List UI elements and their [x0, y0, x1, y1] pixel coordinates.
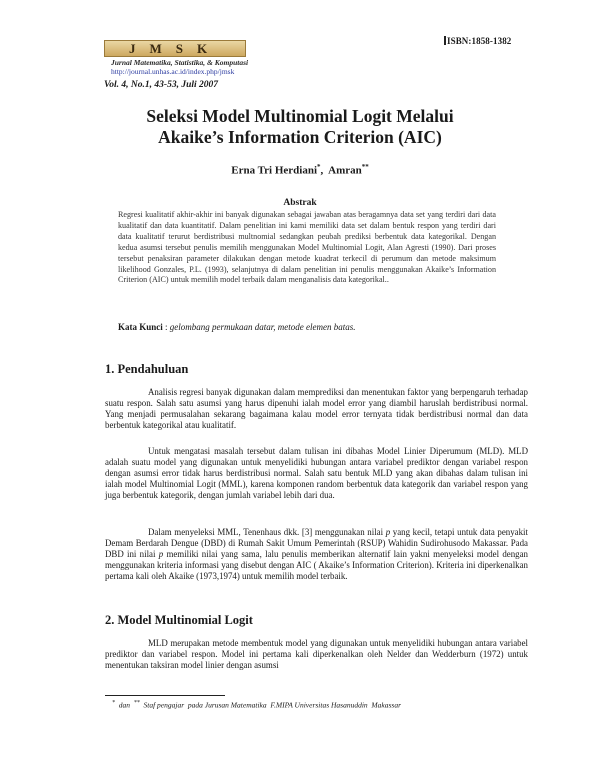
volume-info: Vol. 4, No.1, 43-53, Juli 2007: [104, 80, 219, 90]
p3-variable-p-2: p: [158, 549, 164, 560]
journal-url-link[interactable]: http://journal.unhas.ac.id/index.php/jmsk: [111, 67, 235, 76]
author-2: Amran: [328, 164, 362, 177]
paper-title: [0, 106, 600, 148]
author-2-mark: **: [361, 163, 369, 171]
footnote-mark-1: *: [112, 700, 115, 706]
section-1-paragraph-1: Analisis regresi banyak digunakan dalam memprediksi dan menentukan faktor yang berpengaruh terhadap suatu respon. Salah satu asumsi yang harus dipenuhi ialah model error yang diambil haruslah berdistribusi normal. Yang menjadi permusalahan sekarang bagaimana kalau model error ternyata tidak berdistribusi normal dan data berbentuk kategorikal atau kualitatif.: [105, 387, 528, 431]
paper-title-line-1: Seleksi Model Multinomial Logit Melalui: [146, 106, 454, 126]
authors-line: [0, 163, 600, 177]
keywords-separator: :: [162, 322, 170, 332]
footnote: [112, 700, 401, 710]
abstract-text: Regresi kualitatif akhir-akhir ini banyak digunakan sebagai jawaban atas beragamnya data set yang terdiri dari data kualitatif dan data kuantitatif. Dalam penelitian ini kami memiliki data set dalam bentuk respon yang terdiri dari data kualitatif terurut berdistribusi multnomial sedangkan peubah prediksi berbentuk data kategorikal. Dengan kedua asumsi tersebut penulis memilih menggunakan Model Multinomial Logit, Alan Agresti (1990). Dari proses tersebut penaksiran parameter dilakukan dengan metode kuadrat terkecil di perumum dan metode maksimum likelihood Gonzales, P.L. (1993), selanjutnya di dalam penelitian ini penulis menggunakan Akaike’s Information Criterion (AIC) untuk memilih model terbaik dalam menganalisis data kategorikal..: [118, 210, 496, 285]
footnote-divider: [105, 695, 225, 696]
section-1-paragraph-2: Untuk mengatasi masalah tersebut dalam tulisan ini dibahas Model Linier Diperumum (MLD). MLD adalah suatu model yang digunakan untuk menyelidiki hubungan antara variabel prediktor dengan variabel respon dengan asumsi error tidak harus berdistribusi normal. Salah satu bentuk MLD yang akan dibahas dalam tulisan ini ialah model Multinomial Logit (MML), karena komponen random berbentuk data kategorik dan variabel respon yang juga berbentuk kategorik, dengan jumlah variabel lebih dari dua.: [105, 446, 528, 501]
author-separator: ,: [320, 164, 329, 177]
author-1: Erna Tri Herdiani: [231, 164, 317, 177]
section-1-heading: 1. Pendahuluan: [105, 362, 189, 376]
keywords-line: [118, 322, 356, 332]
p3-part-2: yang kecil, tetapi untuk data penyakit Demam Berdarah Dengue (DBD) di Rumah Sakit Umum Pemerintah (RSUP) Wahidin Sudirohusodo Makassar. Pada DBD ini nilai: [105, 527, 528, 560]
footnote-mark-2: **: [133, 700, 140, 706]
journal-name: Jurnal Matematika, Statistika, & Komputasi: [111, 58, 249, 67]
p3-part-1: Dalam menyeleksi MML, Tenenhaus dkk. [3] menggunakan nilai: [148, 527, 386, 537]
keywords-label: Kata Kunci: [118, 322, 163, 332]
section-2-paragraph-1: MLD merupakan metode membentuk model yang digunakan untuk menyelidiki hubungan antara variabel prediktor dan variabel respon. Model ini pertama kali diperkenalkan oleh Nelder dan Wedderburn (1972) untuk menentukan taksiran model linier dengan asumsi: [105, 638, 528, 671]
section-2-heading: 2. Model Multinomial Logit: [105, 613, 253, 627]
abstract-heading: Abstrak: [283, 198, 317, 208]
section-1-paragraph-3: [105, 527, 528, 582]
footnote-text: Staf pengajar pada Jurusan Matematika F.MIPA Universitas Hasanuddin Makassar: [139, 700, 401, 710]
keywords-text: gelombang permukaan datar, metode elemen batas.: [169, 322, 356, 332]
journal-logo-text: JMSK: [128, 41, 222, 56]
journal-logo: [104, 40, 246, 57]
isbn-text: ISBN:1858-1382: [447, 36, 512, 46]
footnote-connector: dan: [115, 700, 134, 710]
paper-title-line-2: Akaike’s Information Criterion (AIC): [158, 127, 442, 147]
author-1-mark: *: [317, 163, 321, 171]
p3-part-3: memiliki nilai yang sama, lalu penulis memberikan alternatif lain yakni menyeleksi model dengan menggunakan kriteria informasi yang disebut dengan AIC ( Akaike’s Information Criterion). Kriteria ini diperkenalkan pertama kali oleh Akaike (1973,1974) untuk memilih model terbaik.: [105, 549, 528, 582]
p3-variable-p-1: p: [385, 527, 391, 537]
isbn-label: [444, 36, 511, 46]
isbn-bar-mark: [444, 36, 446, 45]
